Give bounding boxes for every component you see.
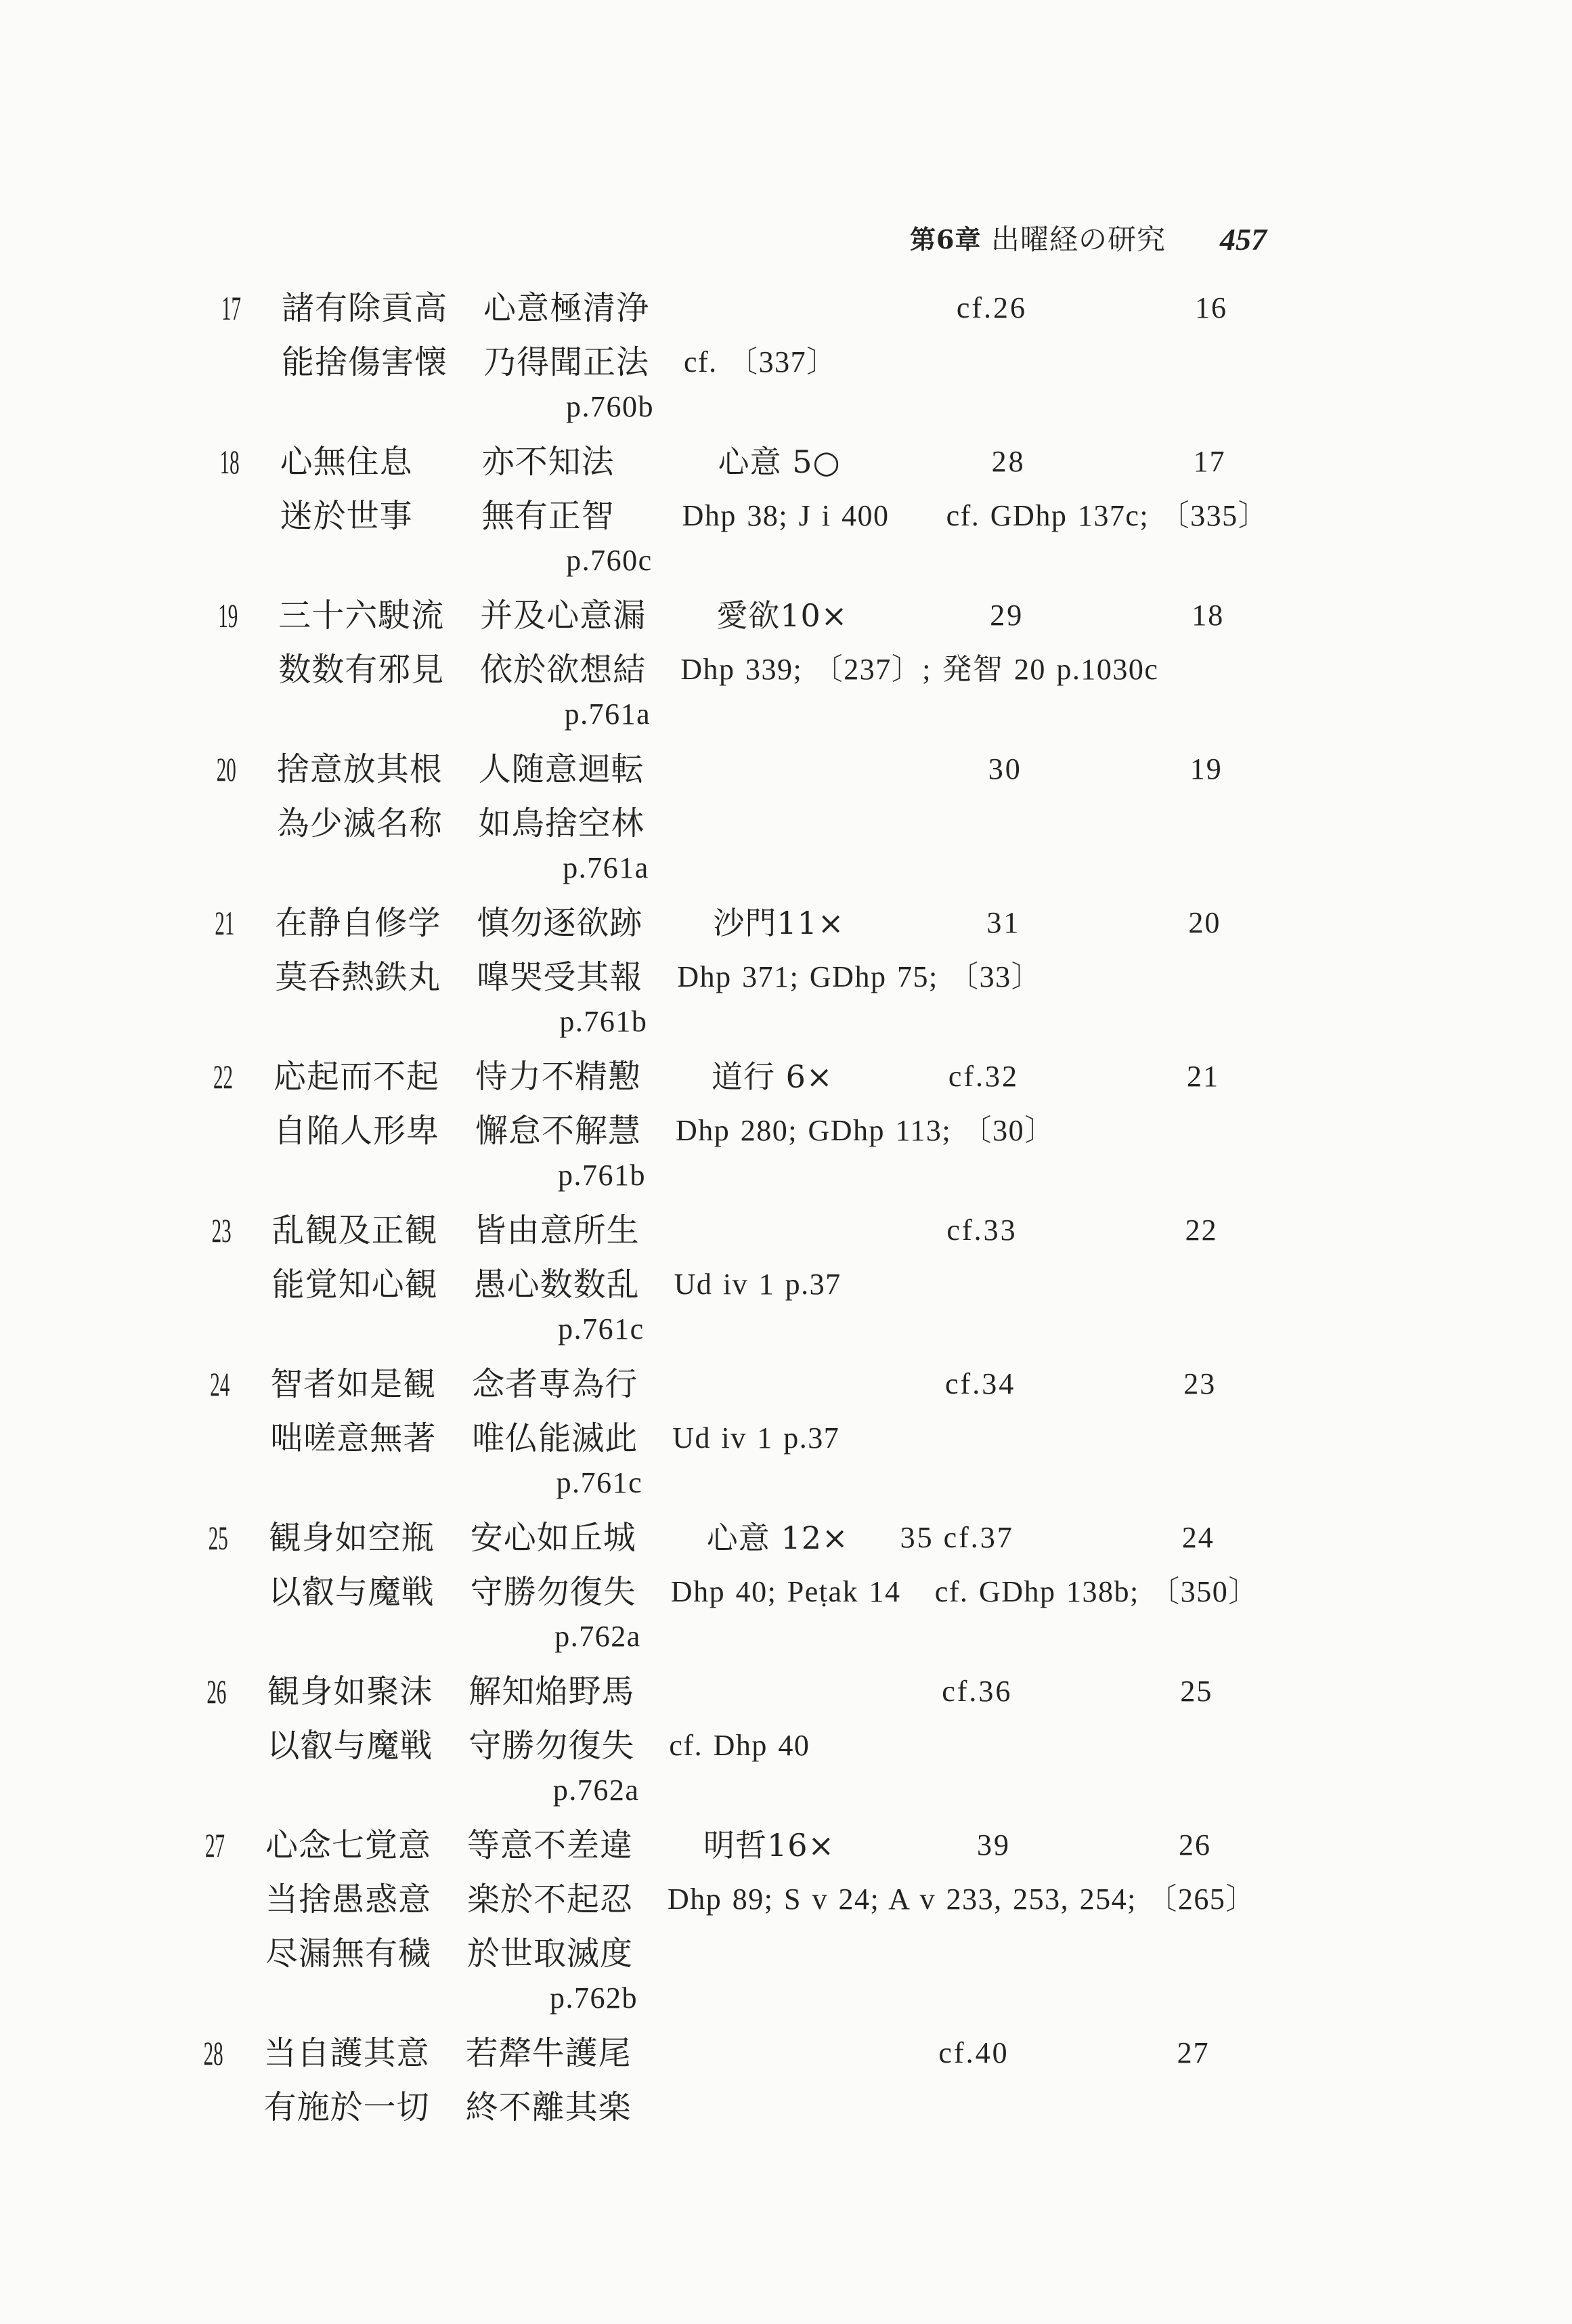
verse-number: 22 (213, 1058, 233, 1096)
verse-phrase-second: 終不離其楽 (465, 2088, 632, 2126)
parallel-reference: 28 (991, 445, 1026, 478)
parallel-reference: cf.32 (948, 1060, 1019, 1093)
verse-list (0, 281, 1572, 2145)
page-reference-line (0, 389, 1572, 425)
page-reference: p.760b (566, 390, 654, 423)
verse-phrase-second: 唯仏能滅此 (472, 1419, 638, 1457)
category-note: 明哲16× (703, 1827, 835, 1864)
sequence-number: 20 (1188, 906, 1221, 939)
page-reference-line (0, 1158, 1564, 1193)
reference-note: Ud iv 1 p.37 (672, 1421, 840, 1455)
sequence-number: 24 (1181, 1521, 1215, 1554)
parallel-reference: cf.36 (942, 1675, 1013, 1708)
verse-number: 26 (206, 1673, 227, 1710)
page-reference: p.761a (564, 697, 651, 731)
verse-line (0, 1565, 1559, 1619)
verse-entry (0, 1357, 1560, 1501)
sequence-number: 26 (1179, 1828, 1211, 1862)
parallel-reference: cf.40 (938, 2036, 1009, 2069)
verse-line (0, 896, 1565, 950)
verse-phrase-second: 皆由意所生 (473, 1211, 640, 1249)
page-reference: p.761c (558, 1312, 645, 1346)
reference-note: Dhp 40; Peṭak 14 (670, 1575, 901, 1608)
verse-number: 21 (215, 904, 235, 942)
verse-phrase-first: 咄嗟意無著 (270, 1419, 437, 1457)
verse-number: 25 (208, 1519, 228, 1557)
verse-line (0, 588, 1569, 643)
verse-phrase-second: 依於欲想結 (480, 651, 647, 689)
verse-phrase-first: 自陥人形卑 (274, 1112, 440, 1150)
verse-phrase-first: 莫呑熱鉄丸 (275, 958, 441, 996)
verse-phrase-first: 当捨愚惑意 (265, 1880, 432, 1918)
verse-phrase-first: 当自護其意 (263, 2034, 430, 2072)
verse-phrase-second: 無有正智 (481, 497, 615, 535)
category-note: 心意 5○ (718, 444, 841, 480)
parallel-reference: cf.33 (946, 1213, 1018, 1247)
verse-entry (0, 281, 1572, 425)
chapter-title: 出曜経の研究 (991, 223, 1166, 256)
sequence-number: 25 (1180, 1675, 1213, 1708)
verse-line (0, 1104, 1564, 1158)
reference-note: Dhp 280; GDhp 113; 〔30〕 (676, 1114, 1055, 1147)
verse-phrase-first: 能捨傷害懐 (282, 343, 448, 381)
page-reference-line (0, 1004, 1565, 1039)
verse-line (0, 1411, 1560, 1465)
verse-number: 27 (205, 1826, 225, 1864)
verse-line (0, 796, 1567, 851)
verse-entry (0, 896, 1565, 1039)
verse-phrase-first: 在静自修学 (275, 904, 441, 942)
page-reference-line (0, 1619, 1559, 1654)
verse-phrase-second: 等意不差違 (467, 1826, 634, 1864)
verse-entry (0, 435, 1571, 578)
verse-phrase-first: 応起而不起 (274, 1058, 440, 1096)
verse-line (0, 1818, 1556, 1872)
verse-entry (0, 1511, 1559, 1654)
parallel-reference: 29 (990, 599, 1024, 632)
verse-line (0, 1719, 1557, 1773)
verse-phrase-second: 守勝勿復失 (468, 1727, 635, 1765)
category-note: 心意 12× (706, 1520, 849, 1556)
verse-phrase-second: 守勝勿復失 (470, 1573, 636, 1611)
parallel-reference: cf.26 (956, 291, 1027, 324)
sequence-number: 21 (1187, 1060, 1219, 1093)
verse-phrase-second: 恃力不精懃 (475, 1058, 642, 1096)
reference-note: cf. 〔337〕 (684, 345, 837, 379)
page-number: 457 (1220, 222, 1267, 257)
sequence-number: 23 (1183, 1367, 1217, 1400)
verse-phrase-first: 乱観及正観 (271, 1211, 438, 1249)
page-reference: p.762a (554, 1620, 641, 1653)
verse-phrase-first: 為少滅名称 (276, 804, 443, 842)
parallel-reference: cf.34 (945, 1367, 1016, 1400)
verse-phrase-first: 諸有除貢高 (282, 289, 448, 327)
reference-note: cf. Dhp 40 (669, 1729, 810, 1762)
verse-line (0, 1511, 1559, 1565)
parallel-reference: 39 (977, 1828, 1011, 1862)
verse-phrase-first: 有施於一切 (263, 2088, 430, 2126)
running-head (910, 221, 1289, 259)
verse-phrase-second: 愚心数数乱 (473, 1266, 640, 1304)
verse-line (0, 281, 1572, 335)
page-reference-line (0, 851, 1567, 886)
verse-line (0, 643, 1569, 697)
page-reference: p.761a (563, 851, 649, 884)
reference-note: Dhp 371; GDhp 75; 〔33〕 (677, 960, 1043, 993)
verse-entry (0, 1203, 1563, 1347)
verse-phrase-second: 懈怠不解慧 (475, 1112, 642, 1150)
reference-note: Dhp 89; S v 24; A v 233, 253, 254; 〔265〕 (668, 1882, 1257, 1916)
category-note: 沙門11× (713, 905, 845, 941)
sequence-number: 22 (1185, 1213, 1218, 1247)
category-note: 愛欲10× (716, 597, 848, 634)
sequence-number: 16 (1195, 291, 1227, 324)
verse-line (0, 1872, 1556, 1927)
sequence-number: 17 (1193, 445, 1226, 478)
verse-line (0, 742, 1567, 796)
verse-phrase-first: 能覚知心観 (271, 1266, 438, 1304)
verse-phrase-second: 楽於不起忍 (467, 1880, 634, 1918)
reference-note: Dhp 339; 〔237〕; 発智 20 p.1030c (680, 653, 1159, 686)
verse-line (0, 2080, 1554, 2134)
verse-phrase-second: 人随意迴転 (478, 750, 645, 788)
verse-phrase-first: 以叡与魔戦 (268, 1573, 435, 1611)
category-note: 道行 6× (712, 1058, 833, 1095)
page-reference-line (0, 1981, 1556, 2016)
verse-phrase-second: 如鳥捨空林 (478, 804, 645, 842)
page-reference-line (0, 1465, 1560, 1501)
parallel-reference: 31 (986, 906, 1021, 939)
page-reference-line (0, 543, 1571, 578)
verse-entry (0, 588, 1569, 732)
verse-phrase-second: 并及心意漏 (480, 597, 647, 634)
page-reference-line (0, 1773, 1557, 1808)
verse-phrase-second: 嘷哭受其報 (477, 958, 643, 996)
verse-phrase-first: 観身如空瓶 (268, 1519, 435, 1557)
verse-phrase-first: 迷於世事 (280, 497, 413, 535)
reference-note: Dhp 38; J i 400 (682, 499, 890, 532)
reference-note: cf. GDhp 138b; 〔350〕 (934, 1575, 1259, 1608)
verse-line (0, 435, 1571, 489)
sequence-number: 27 (1177, 2036, 1210, 2069)
page-reference: p.760c (566, 544, 653, 577)
verse-phrase-second: 乃得聞正法 (483, 343, 650, 381)
page-reference: p.762a (552, 1773, 640, 1807)
verse-phrase-second: 解知焔野馬 (468, 1673, 635, 1710)
verse-phrase-second: 心意極清浄 (483, 289, 650, 327)
verse-phrase-second: 於世取滅度 (467, 1935, 634, 1973)
verse-phrase-first: 心無住息 (280, 443, 413, 481)
verse-line (0, 1357, 1560, 1411)
verse-phrase-first: 捨意放其根 (276, 750, 443, 788)
verse-line (0, 489, 1571, 543)
page-reference: p.761c (556, 1466, 643, 1499)
verse-number: 19 (218, 597, 238, 634)
sequence-number: 18 (1192, 599, 1225, 632)
page-reference: p.761b (559, 1005, 648, 1038)
verse-entry (0, 1818, 1556, 2016)
page-reference-line (0, 1312, 1563, 1347)
verse-phrase-second: 慎勿逐欲跡 (477, 904, 643, 942)
verse-phrase-first: 心念七覚意 (265, 1826, 432, 1864)
verse-number: 20 (216, 750, 236, 788)
sequence-number: 19 (1189, 752, 1223, 786)
verse-entry (0, 1050, 1564, 1193)
verse-number: 17 (221, 289, 241, 327)
verse-line (0, 335, 1572, 389)
page-reference-line (0, 697, 1569, 732)
verse-number: 23 (211, 1211, 232, 1249)
parallel-reference: 30 (988, 752, 1022, 786)
verse-phrase-first: 以叡与魔戦 (267, 1727, 433, 1765)
verse-phrase-second: 亦不知法 (481, 443, 615, 481)
verse-phrase-second: 念者専為行 (472, 1365, 638, 1403)
verse-phrase-first: 智者如是観 (270, 1365, 437, 1403)
verse-entry (0, 742, 1567, 886)
verse-line (0, 1257, 1563, 1312)
verse-line (0, 1664, 1557, 1719)
verse-phrase-first: 観身如聚沫 (267, 1673, 433, 1710)
verse-line (0, 1927, 1556, 1981)
reference-note: cf. GDhp 137c; 〔335〕 (946, 499, 1269, 532)
verse-phrase-first: 三十六駛流 (278, 597, 445, 634)
page-reference: p.762b (550, 1981, 638, 2015)
verse-line (0, 1203, 1563, 1257)
verse-phrase-second: 安心如丘城 (470, 1519, 636, 1557)
verse-entry (0, 1664, 1557, 1808)
verse-number: 18 (219, 443, 240, 481)
chapter-label: 第6章 (910, 224, 982, 255)
verse-entry (0, 2026, 1554, 2134)
verse-number: 24 (210, 1365, 230, 1403)
verse-phrase-first: 数数有邪見 (278, 651, 445, 689)
reference-note: Ud iv 1 p.37 (674, 1268, 842, 1301)
verse-number: 28 (203, 2034, 223, 2072)
parallel-reference: 35 cf.37 (900, 1521, 1014, 1554)
verse-line (0, 950, 1565, 1004)
verse-line (0, 1050, 1564, 1104)
verse-phrase-second: 若犛牛護尾 (465, 2034, 632, 2072)
page-reference: p.761b (558, 1159, 646, 1192)
verse-line (0, 2026, 1554, 2080)
verse-phrase-first: 尽漏無有穢 (265, 1935, 432, 1973)
